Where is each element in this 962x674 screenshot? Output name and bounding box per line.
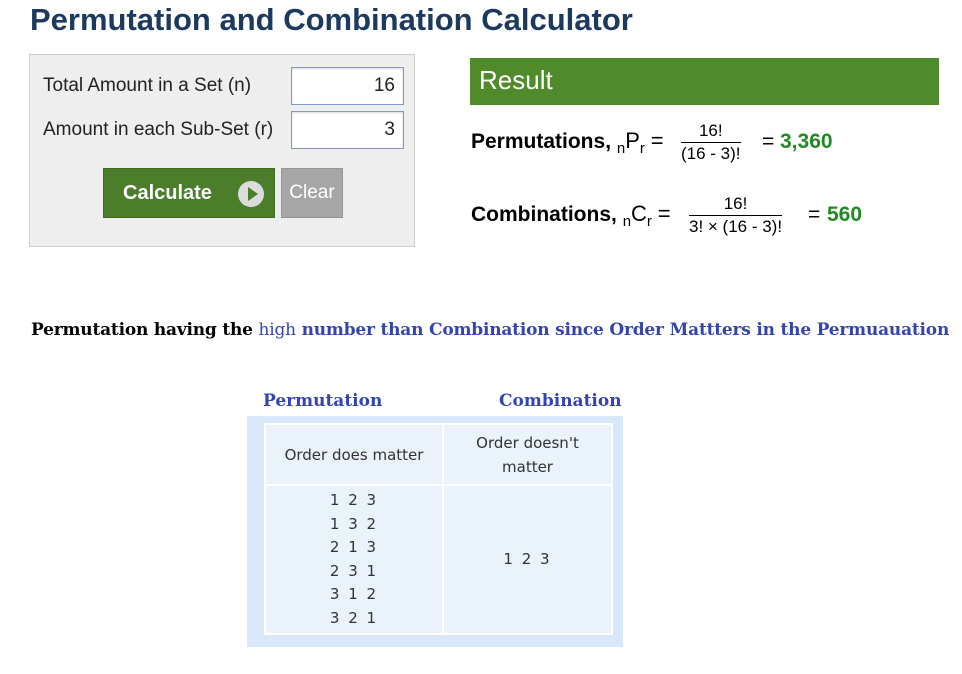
permutations-fraction: [681, 121, 741, 164]
r-label: Amount in each Sub-Set (r): [43, 119, 274, 140]
comb-symbol: C: [631, 201, 647, 226]
note-part3: number than Combination since Order Mattters in the Permuauation: [295, 320, 950, 340]
permutation-heading: Permutation: [263, 391, 383, 411]
permutations-formula: [471, 128, 664, 157]
permutations-value: 3,360: [780, 130, 833, 153]
comb-desc-cell: Order doesn't matter: [443, 424, 612, 485]
perm-denominator: (16 - 3)!: [681, 144, 741, 163]
perm-equals: =: [650, 128, 664, 153]
n-label: Total Amount in a Set (n): [43, 75, 252, 96]
comb-numerator: 16!: [689, 194, 782, 216]
perm-example: 1 3 2: [329, 514, 379, 533]
r-input[interactable]: [291, 111, 404, 149]
note-part2: high: [258, 320, 296, 340]
page-title: Permutation and Combination Calculator: [30, 2, 633, 37]
comb-equals: =: [657, 201, 671, 226]
n-input[interactable]: [291, 67, 404, 105]
combinations-label: Combinations,: [471, 203, 617, 226]
comb-sub-r: r: [646, 213, 652, 230]
note-part1: Permutation having the: [31, 320, 259, 340]
calculate-button[interactable]: [103, 168, 275, 218]
clear-button[interactable]: Clear: [281, 168, 343, 218]
combinations-formula: [471, 201, 671, 230]
combinations-value: 560: [827, 203, 863, 226]
perm-sub-r: r: [639, 140, 645, 157]
comb-denominator: 3! × (16 - 3)!: [689, 217, 783, 236]
play-icon: [238, 181, 264, 207]
calculate-label: Calculate: [123, 181, 212, 204]
perm-example: 3 1 2: [329, 585, 379, 603]
perm-desc-cell: Order does matter: [265, 424, 443, 485]
input-panel: [29, 54, 415, 247]
comb-sub-n: n: [622, 213, 632, 230]
comparison-table: [247, 416, 623, 647]
result-header: Result: [470, 58, 939, 105]
perm-sub-n: n: [616, 140, 626, 157]
perm-example: 3 2 1: [329, 608, 379, 627]
comb-result-equals: =: [808, 203, 821, 226]
perm-result-equals: =: [762, 130, 775, 153]
perm-example: 1 2 3: [329, 491, 379, 509]
comb-example: 1 2 3: [503, 549, 552, 568]
explanation-note: [31, 320, 949, 340]
comb-examples-cell: [443, 485, 612, 634]
perm-examples-cell: [265, 485, 443, 634]
perm-example: 2 1 3: [329, 538, 379, 556]
permutations-label: Permutations,: [471, 130, 612, 153]
combination-heading: Combination: [499, 391, 622, 411]
perm-symbol: P: [625, 128, 640, 153]
perm-example: 2 3 1: [329, 561, 379, 580]
combinations-fraction: [689, 194, 782, 237]
perm-numerator: 16!: [681, 121, 741, 143]
